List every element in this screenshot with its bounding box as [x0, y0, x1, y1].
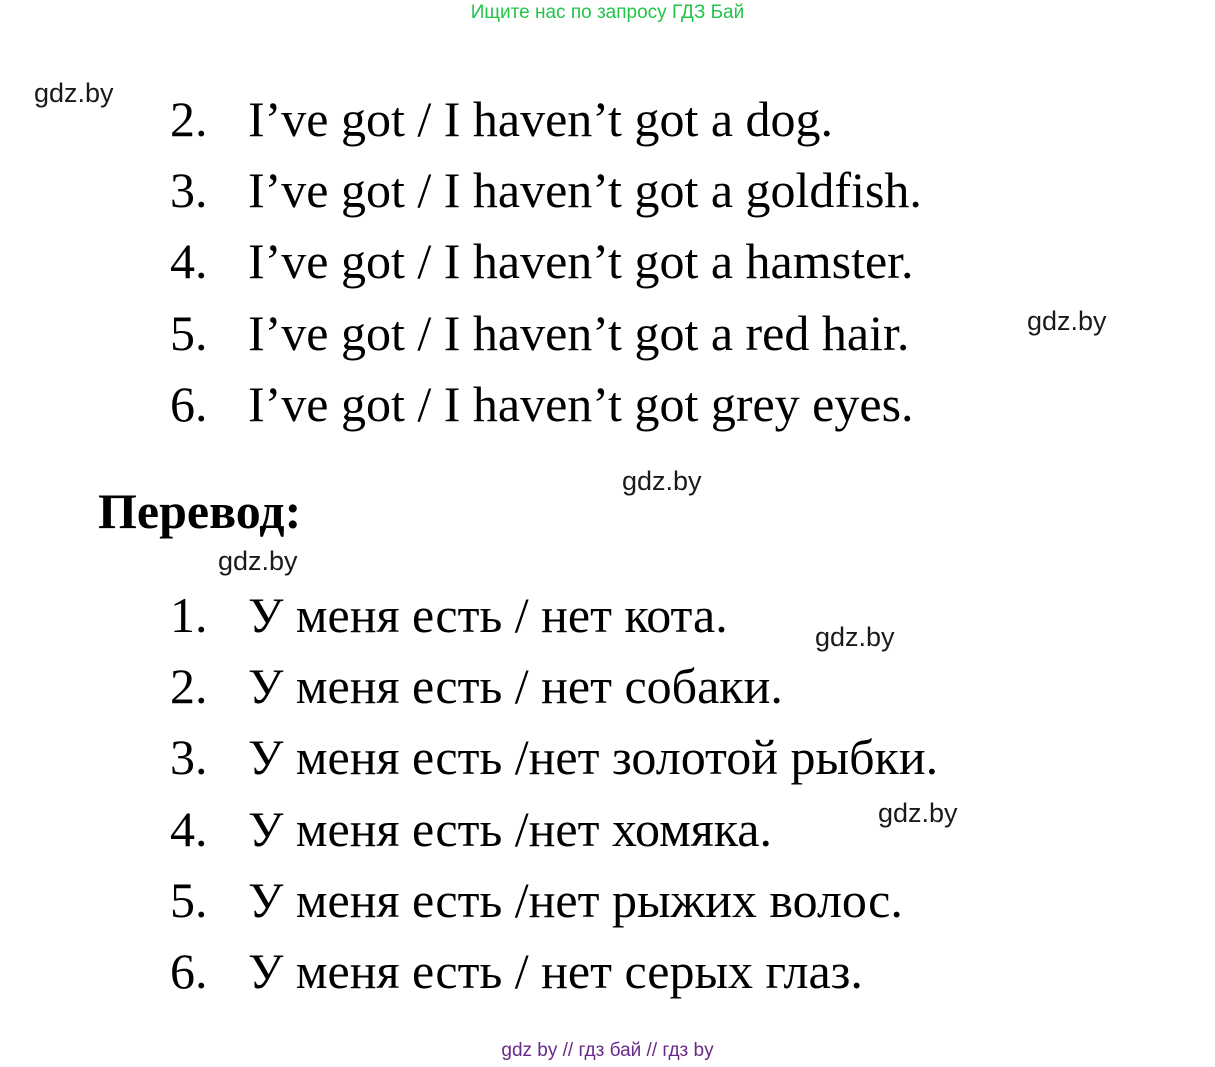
- item-text: I’ve got / I haven’t got grey eyes.: [248, 376, 914, 432]
- english-answer-line: [170, 90, 833, 148]
- item-text: У меня есть / нет серых глаз.: [248, 943, 863, 999]
- item-text: I’ve got / I haven’t got a red hair.: [248, 305, 910, 361]
- translation-line: [170, 586, 728, 644]
- watermark: gdz.by: [878, 798, 958, 828]
- item-number: 4.: [170, 233, 208, 289]
- translation-heading: Перевод:: [98, 483, 302, 539]
- watermark: gdz.by: [34, 78, 114, 108]
- item-text: У меня есть / нет собаки.: [248, 658, 783, 714]
- item-text: У меня есть /нет золотой рыбки.: [248, 729, 939, 785]
- item-number: 6.: [170, 376, 208, 432]
- item-text: I’ve got / I haven’t got a dog.: [248, 91, 834, 147]
- translation-line: [170, 800, 772, 858]
- watermark: gdz.by: [218, 546, 298, 576]
- item-text: I’ve got / I haven’t got a hamster.: [248, 233, 914, 289]
- english-answer-line: [170, 232, 914, 290]
- item-number: 2.: [170, 91, 208, 147]
- item-number: 2.: [170, 658, 208, 714]
- translation-line: [170, 942, 863, 1000]
- english-answer-line: [170, 304, 909, 362]
- watermark: gdz.by: [1027, 306, 1107, 336]
- item-number: 5.: [170, 305, 208, 361]
- footer-links: gdz by // гдз бай // гдз by: [501, 1040, 714, 1061]
- item-text: У меня есть /нет хомяка.: [248, 801, 772, 857]
- item-number: 3.: [170, 729, 208, 785]
- english-answer-line: [170, 375, 914, 433]
- item-text: У меня есть /нет рыжих волос.: [248, 872, 903, 928]
- item-text: У меня есть / нет кота.: [248, 587, 728, 643]
- watermark: gdz.by: [815, 622, 895, 652]
- translation-line: [170, 728, 938, 786]
- translation-line: [170, 871, 903, 929]
- translation-line: [170, 657, 783, 715]
- item-number: 6.: [170, 943, 208, 999]
- english-answer-line: [170, 161, 922, 219]
- item-number: 3.: [170, 162, 208, 218]
- item-number: 5.: [170, 872, 208, 928]
- header-note: Ищите нас по запросу ГДЗ Бай: [470, 2, 745, 23]
- item-number: 1.: [170, 587, 208, 643]
- item-text: I’ve got / I haven’t got a goldfish.: [248, 162, 922, 218]
- watermark: gdz.by: [622, 466, 702, 496]
- item-number: 4.: [170, 801, 208, 857]
